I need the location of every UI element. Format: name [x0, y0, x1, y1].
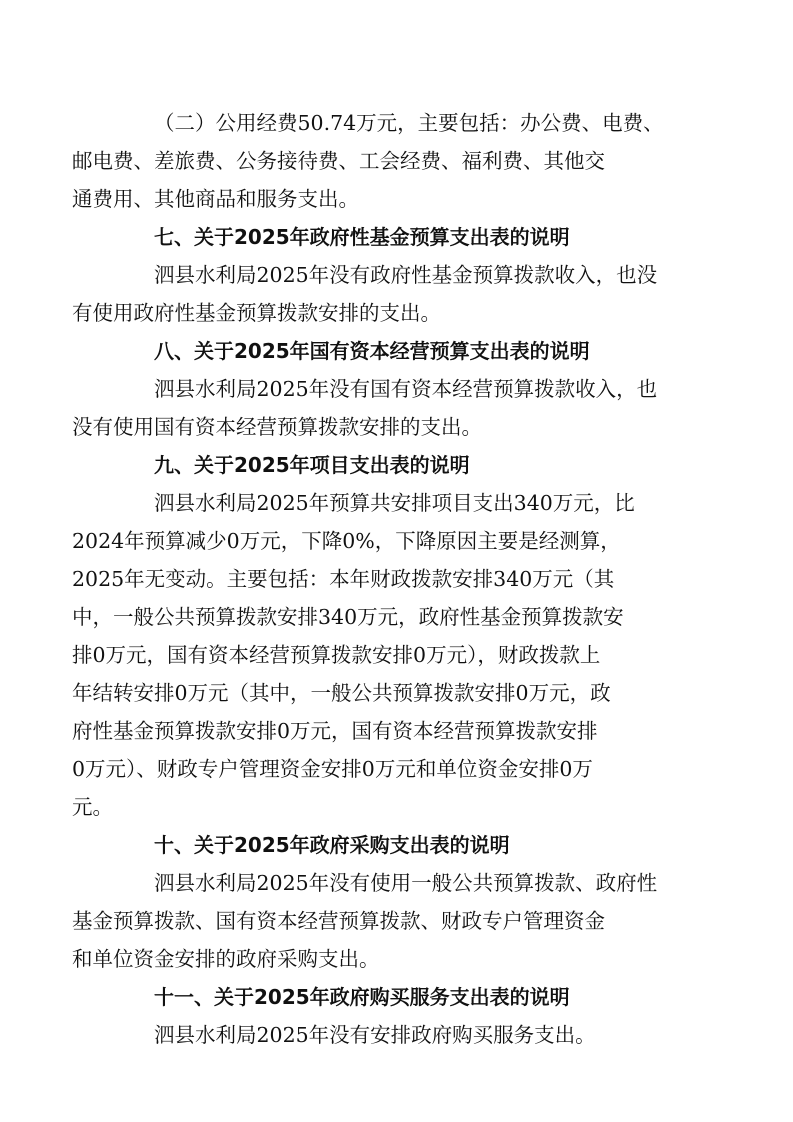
text-line: 元。 [72, 795, 113, 819]
text-line: 泗县水利局2025年没有使用一般公共预算拨款、政府性 [154, 871, 658, 895]
paragraph-project-expenses [72, 484, 693, 826]
text-line: 2025年无变动。主要包括：本年财政拨款安排340万元（其 [72, 567, 615, 591]
heading-text: 七、关于2025年政府性基金预算支出表的说明 [154, 225, 570, 249]
paragraph-gov-procurement [72, 864, 693, 978]
text-line: 泗县水利局2025年没有国有资本经营预算拨款收入，也 [154, 377, 658, 401]
paragraph-gov-fund [72, 256, 693, 332]
text-line: 基金预算拨款、国有资本经营预算拨款、财政专户管理资金 [72, 909, 605, 933]
section-heading-11 [113, 978, 693, 1016]
paragraph-gov-services [113, 1016, 693, 1054]
text-line: 年结转安排0万元（其中，一般公共预算拨款安排0万元，政 [72, 681, 611, 705]
text-line: 和单位资金安排的政府采购支出。 [72, 947, 380, 971]
heading-text: 十一、关于2025年政府购买服务支出表的说明 [154, 985, 570, 1009]
heading-text: 九、关于2025年项目支出表的说明 [154, 453, 470, 477]
paragraph-public-expenses [72, 104, 693, 218]
text-line: 泗县水利局2025年没有政府性基金预算拨款收入，也没 [154, 263, 658, 287]
text-line: 府性基金预算拨款安排0万元，国有资本经营预算拨款安排 [72, 719, 598, 743]
text-line: 排0万元，国有资本经营预算拨款安排0万元），财政拨款上 [72, 643, 601, 667]
text-line: 2024年预算减少0万元，下降0%，下降原因主要是经测算， [72, 529, 621, 553]
section-heading-10 [113, 826, 693, 864]
text-line: 0万元）、财政专户管理资金安排0万元和单位资金安排0万 [72, 757, 593, 781]
text-line: 有使用政府性基金预算拨款安排的支出。 [72, 301, 441, 325]
document-body [72, 104, 693, 1054]
text-line: 通费用、其他商品和服务支出。 [72, 187, 359, 211]
text-line: 没有使用国有资本经营预算拨款安排的支出。 [72, 415, 482, 439]
text-line: 邮电费、差旅费、公务接待费、工会经费、福利费、其他交 [72, 149, 605, 173]
heading-text: 八、关于2025年国有资本经营预算支出表的说明 [154, 339, 590, 363]
heading-text: 十、关于2025年政府采购支出表的说明 [154, 833, 510, 857]
paragraph-state-capital [72, 370, 693, 446]
text-line: 中，一般公共预算拨款安排340万元，政府性基金预算拨款安 [72, 605, 624, 629]
section-heading-7 [113, 218, 693, 256]
section-heading-9 [113, 446, 693, 484]
text-line: 泗县水利局2025年没有安排政府购买服务支出。 [154, 1023, 596, 1047]
text-line: （二）公用经费50.74万元，主要包括：办公费、电费、 [154, 111, 664, 135]
section-heading-8 [113, 332, 693, 370]
text-line: 泗县水利局2025年预算共安排项目支出340万元，比 [154, 491, 635, 515]
